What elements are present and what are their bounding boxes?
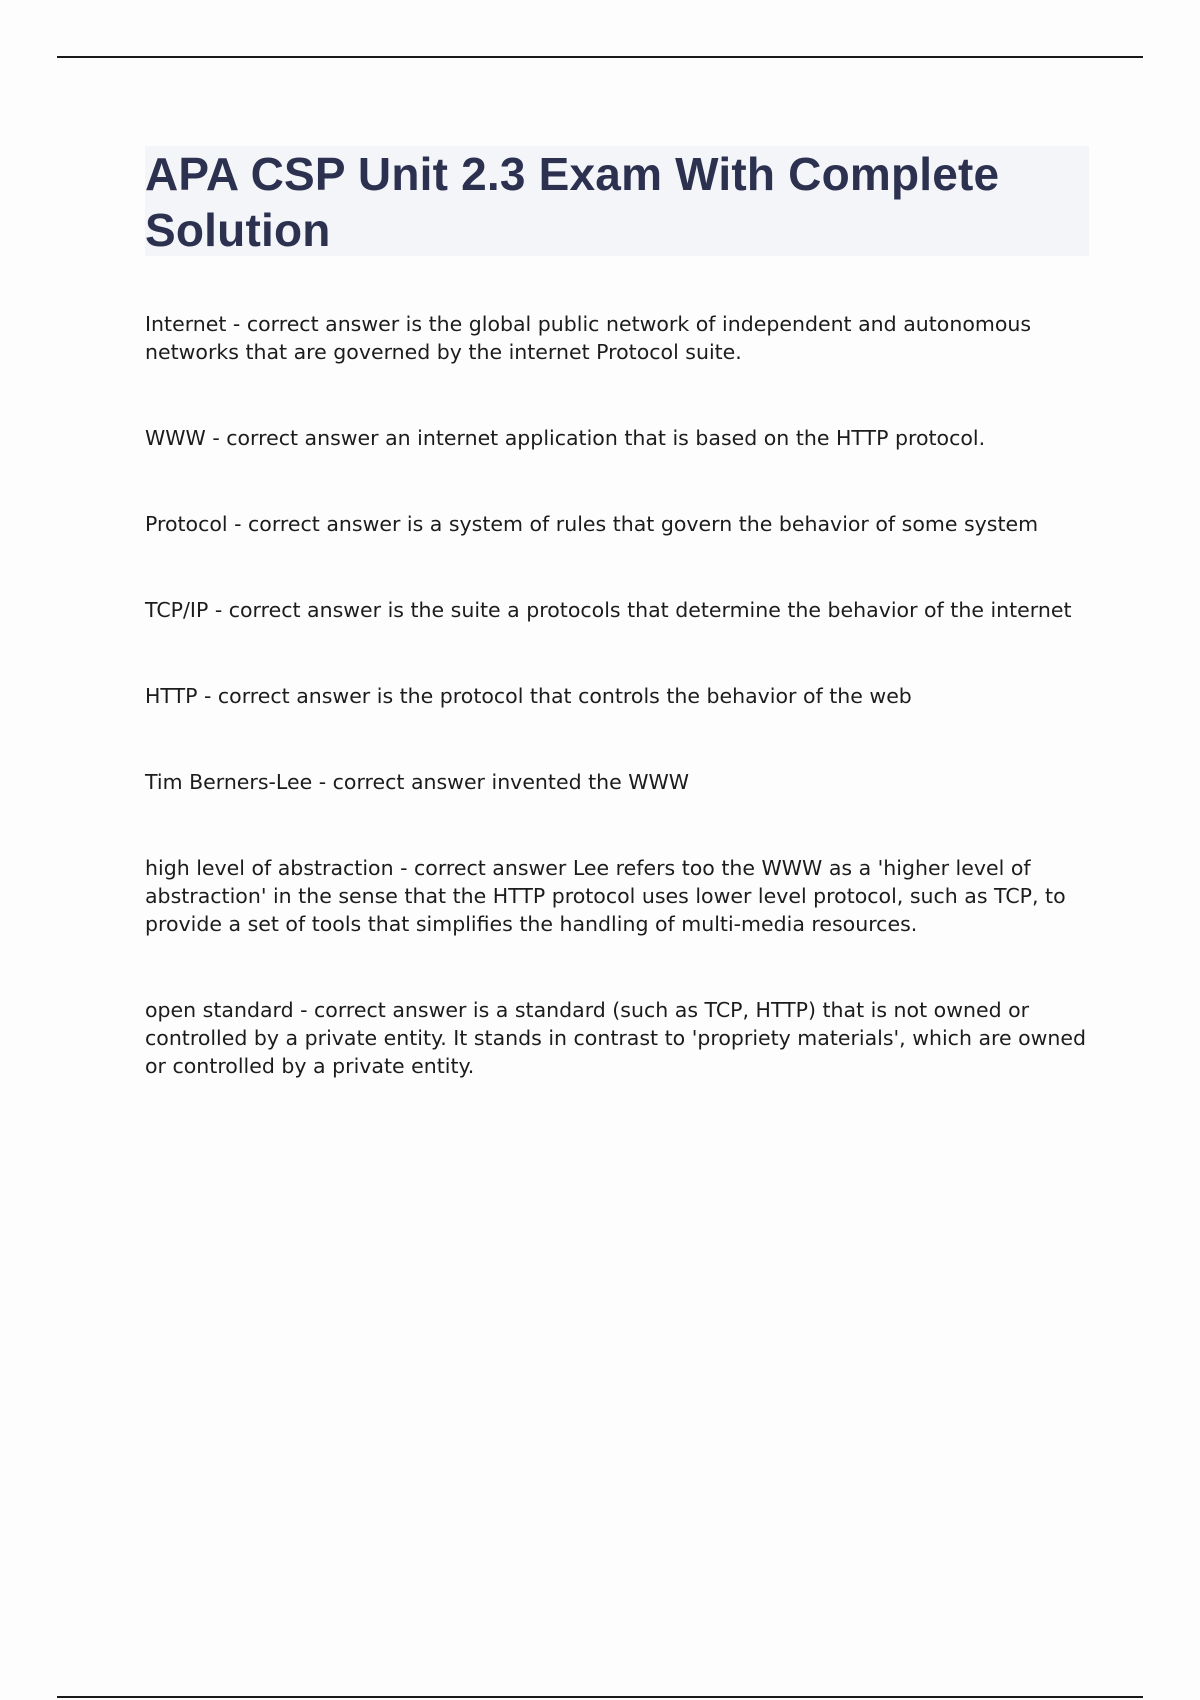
entry-tim-berners-lee: Tim Berners-Lee - correct answer invented the WWW: [145, 770, 690, 794]
entry-protocol: Protocol - correct answer is a system of rules that govern the behavior of some system: [145, 512, 1039, 536]
entry-tcp-ip: TCP/IP - correct answer is the suite a protocols that determine the behavior of the internet: [145, 598, 1072, 622]
entry-list: [145, 310, 1095, 1138]
entry-www: WWW - correct answer an internet application that is based on the HTTP protocol.: [145, 426, 986, 450]
top-rule: [57, 56, 1143, 58]
bottom-rule: [57, 1696, 1143, 1698]
page-title: APA CSP Unit 2.3 Exam With Complete Solution: [145, 148, 1000, 256]
title-block: [145, 146, 1089, 256]
entry-open-standard: open standard - correct answer is a standard (such as TCP, HTTP) that is not owned or controlled by a private entity. It stands in contrast to 'propriety materials', which are owned or controlled by a private entity.: [145, 998, 1087, 1078]
entry-high-level-abstraction: high level of abstraction - correct answer Lee refers too the WWW as a 'higher level of abstraction' in the sense that the HTTP protocol uses lower level protocol, such as TCP, to provide a set of tools that simplifies the handling of multi-media resources.: [145, 856, 1066, 936]
entry-http: HTTP - correct answer is the protocol that controls the behavior of the web: [145, 684, 912, 708]
entry-internet: Internet - correct answer is the global public network of independent and autonomous networks that are governed by the internet Protocol suite.: [145, 312, 1032, 364]
